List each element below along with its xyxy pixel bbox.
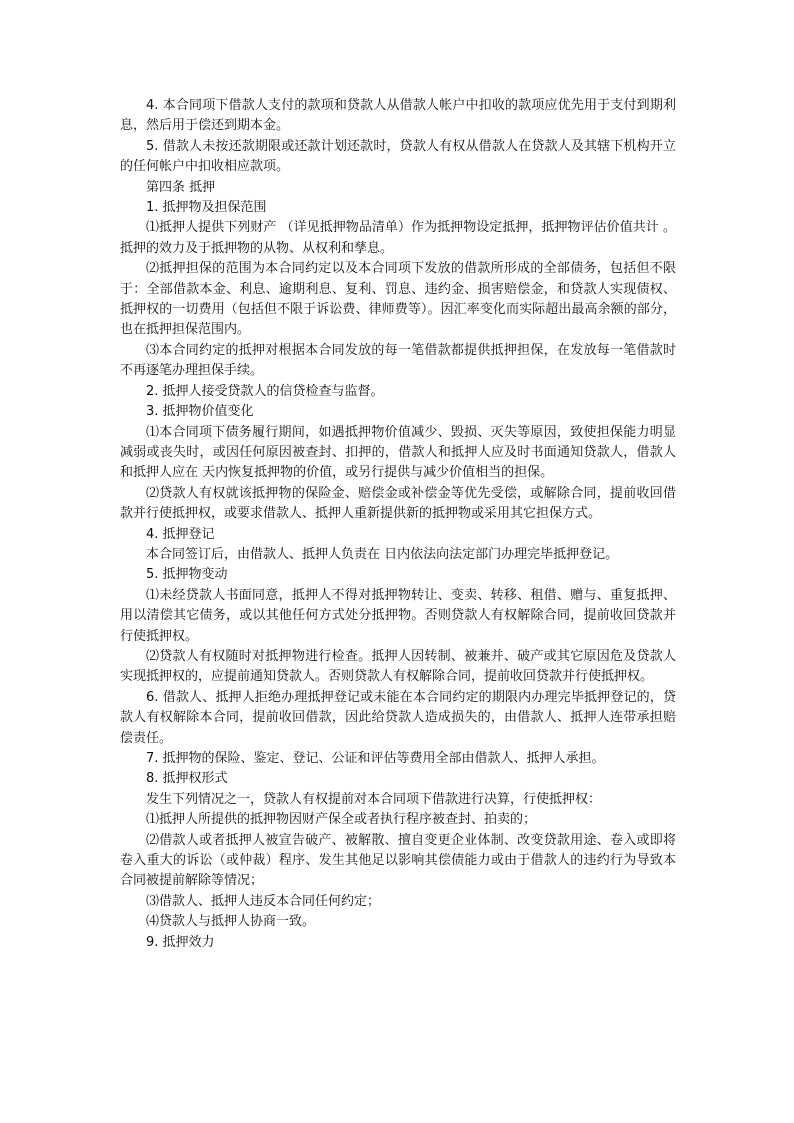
section-8-heading: 8. 抵押权形式	[146, 771, 228, 787]
section-9-heading: 9. 抵押效力	[146, 934, 215, 950]
section-8-item-3: ⑶借款人、抵押人违反本合同任何约定；	[146, 893, 381, 909]
contract-body	[120, 96, 676, 953]
section-4-heading: 4. 抵押登记	[146, 526, 215, 542]
section-8-item-2: ⑵借款人或者抵押人被宣告破产、被解散、擅自变更企业体制、改变贷款用途、卷入或即将卷入重大的诉讼（或仲裁）程序、发生其他足以影响其偿债能力或由于借款人的违约行为导致本合同被提前解除等情况；	[120, 832, 676, 889]
section-5-item-2: ⑵贷款人有权随时对抵押物进行检查。抵押人因转制、被兼并、破产或其它原因危及贷款人实现抵押权的，应提前通知贷款人。否则贷款人有权解除合同，提前收回贷款并行使抵押权。	[120, 648, 676, 685]
section-1-item-1: ⑴抵押人提供下列财产 （详见抵押物品清单）作为抵押物设定抵押，抵押物评估价值共计 。抵押的效力及于抵押物的从物、从权利和孳息。	[120, 220, 676, 256]
article-4-heading: 第四条 抵押	[146, 179, 216, 195]
section-3-item-1: ⑴本合同项下债务履行期间，如遇抵押物价值减少、毁损、灭失等原因，致使担保能力明显减弱或丧失时，或因任何原因被查封、扣押的，借款人和抵押人应及时书面通知贷款人，借款人和抵押人应在 天内恢复抵押物的价值，或另行提供与减少价值相当的担保。	[120, 424, 676, 481]
section-7-fees: 7. 抵押物的保险、鉴定、登记、公证和评估等费用全部由借款人、抵押人承担。	[146, 751, 605, 766]
section-8-item-1: ⑴抵押人所提供的抵押物因财产保全或者执行程序被查封、拍卖的；	[146, 812, 537, 828]
clause-4-payment-order: 4. 本合同项下借款人支付的款项和贷款人从借款人帐户中扣收的款项应优先用于支付到期利息，然后用于偿还到期本金。	[120, 98, 676, 134]
section-1-item-3: ⑶本合同约定的抵押对根据本合同发放的每一笔借款都提供抵押担保，在发放每一笔借款时不再逐笔办理担保手续。	[120, 342, 676, 379]
section-5-item-1: ⑴未经贷款人书面同意，抵押人不得对抵押物转让、变卖、转移、租借、赠与、重复抵押、用以清偿其它债务，或以其他任何方式处分抵押物。否则贷款人有权解除合同，提前收回贷款并行使抵押权。	[120, 587, 676, 644]
section-3-item-2: ⑵贷款人有权就该抵押物的保险金、赔偿金或补偿金等优先受偿，或解除合同，提前收回借款并行使抵押权，或要求借款人、抵押人重新提供新的抵押物或采用其它担保方式。	[120, 485, 676, 522]
section-2-inspection: 2. 抵押人接受贷款人的信贷检查与监督。	[146, 383, 384, 399]
section-3-heading: 3. 抵押物价值变化	[146, 404, 254, 420]
section-1-heading: 1. 抵押物及担保范围	[146, 200, 267, 216]
section-8-intro: 发生下列情况之一，贷款人有权提前对本合同项下借款进行决算，行使抵押权：	[146, 791, 602, 807]
section-1-item-2: ⑵抵押担保的范围为本合同约定以及本合同项下发放的借款所形成的全部债务，包括但不限于：全部借款本金、利息、逾期利息、复利、罚息、违约金、损害赔偿金，和贷款人实现债权、抵押权的一切费用（包括但不限于诉讼费、律师费等）。因汇率变化而实际超出最高余额的部分，也在抵押担保范围内。	[120, 261, 676, 338]
section-6-refusal: 6. 借款人、抵押人拒绝办理抵押登记或未能在本合同约定的期限内办理完毕抵押登记的，贷款人有权解除本合同，提前收回借款，因此给贷款人造成损失的，由借款人、抵押人连带承担赔偿责任。	[120, 689, 676, 746]
section-5-heading: 5. 抵押物变动	[146, 567, 228, 583]
section-4-registration-text: 本合同签订后，由借款人、抵押人负责在 日内依法向法定部门办理完毕抵押登记。	[146, 546, 619, 562]
section-8-item-4: ⑷贷款人与抵押人协商一致。	[146, 914, 316, 930]
clause-5-deduction-right: 5. 借款人未按还款期限或还款计划还款时，贷款人有权从借款人在贷款人及其辖下机构开立的任何帐户中扣收相应款项。	[120, 138, 676, 175]
